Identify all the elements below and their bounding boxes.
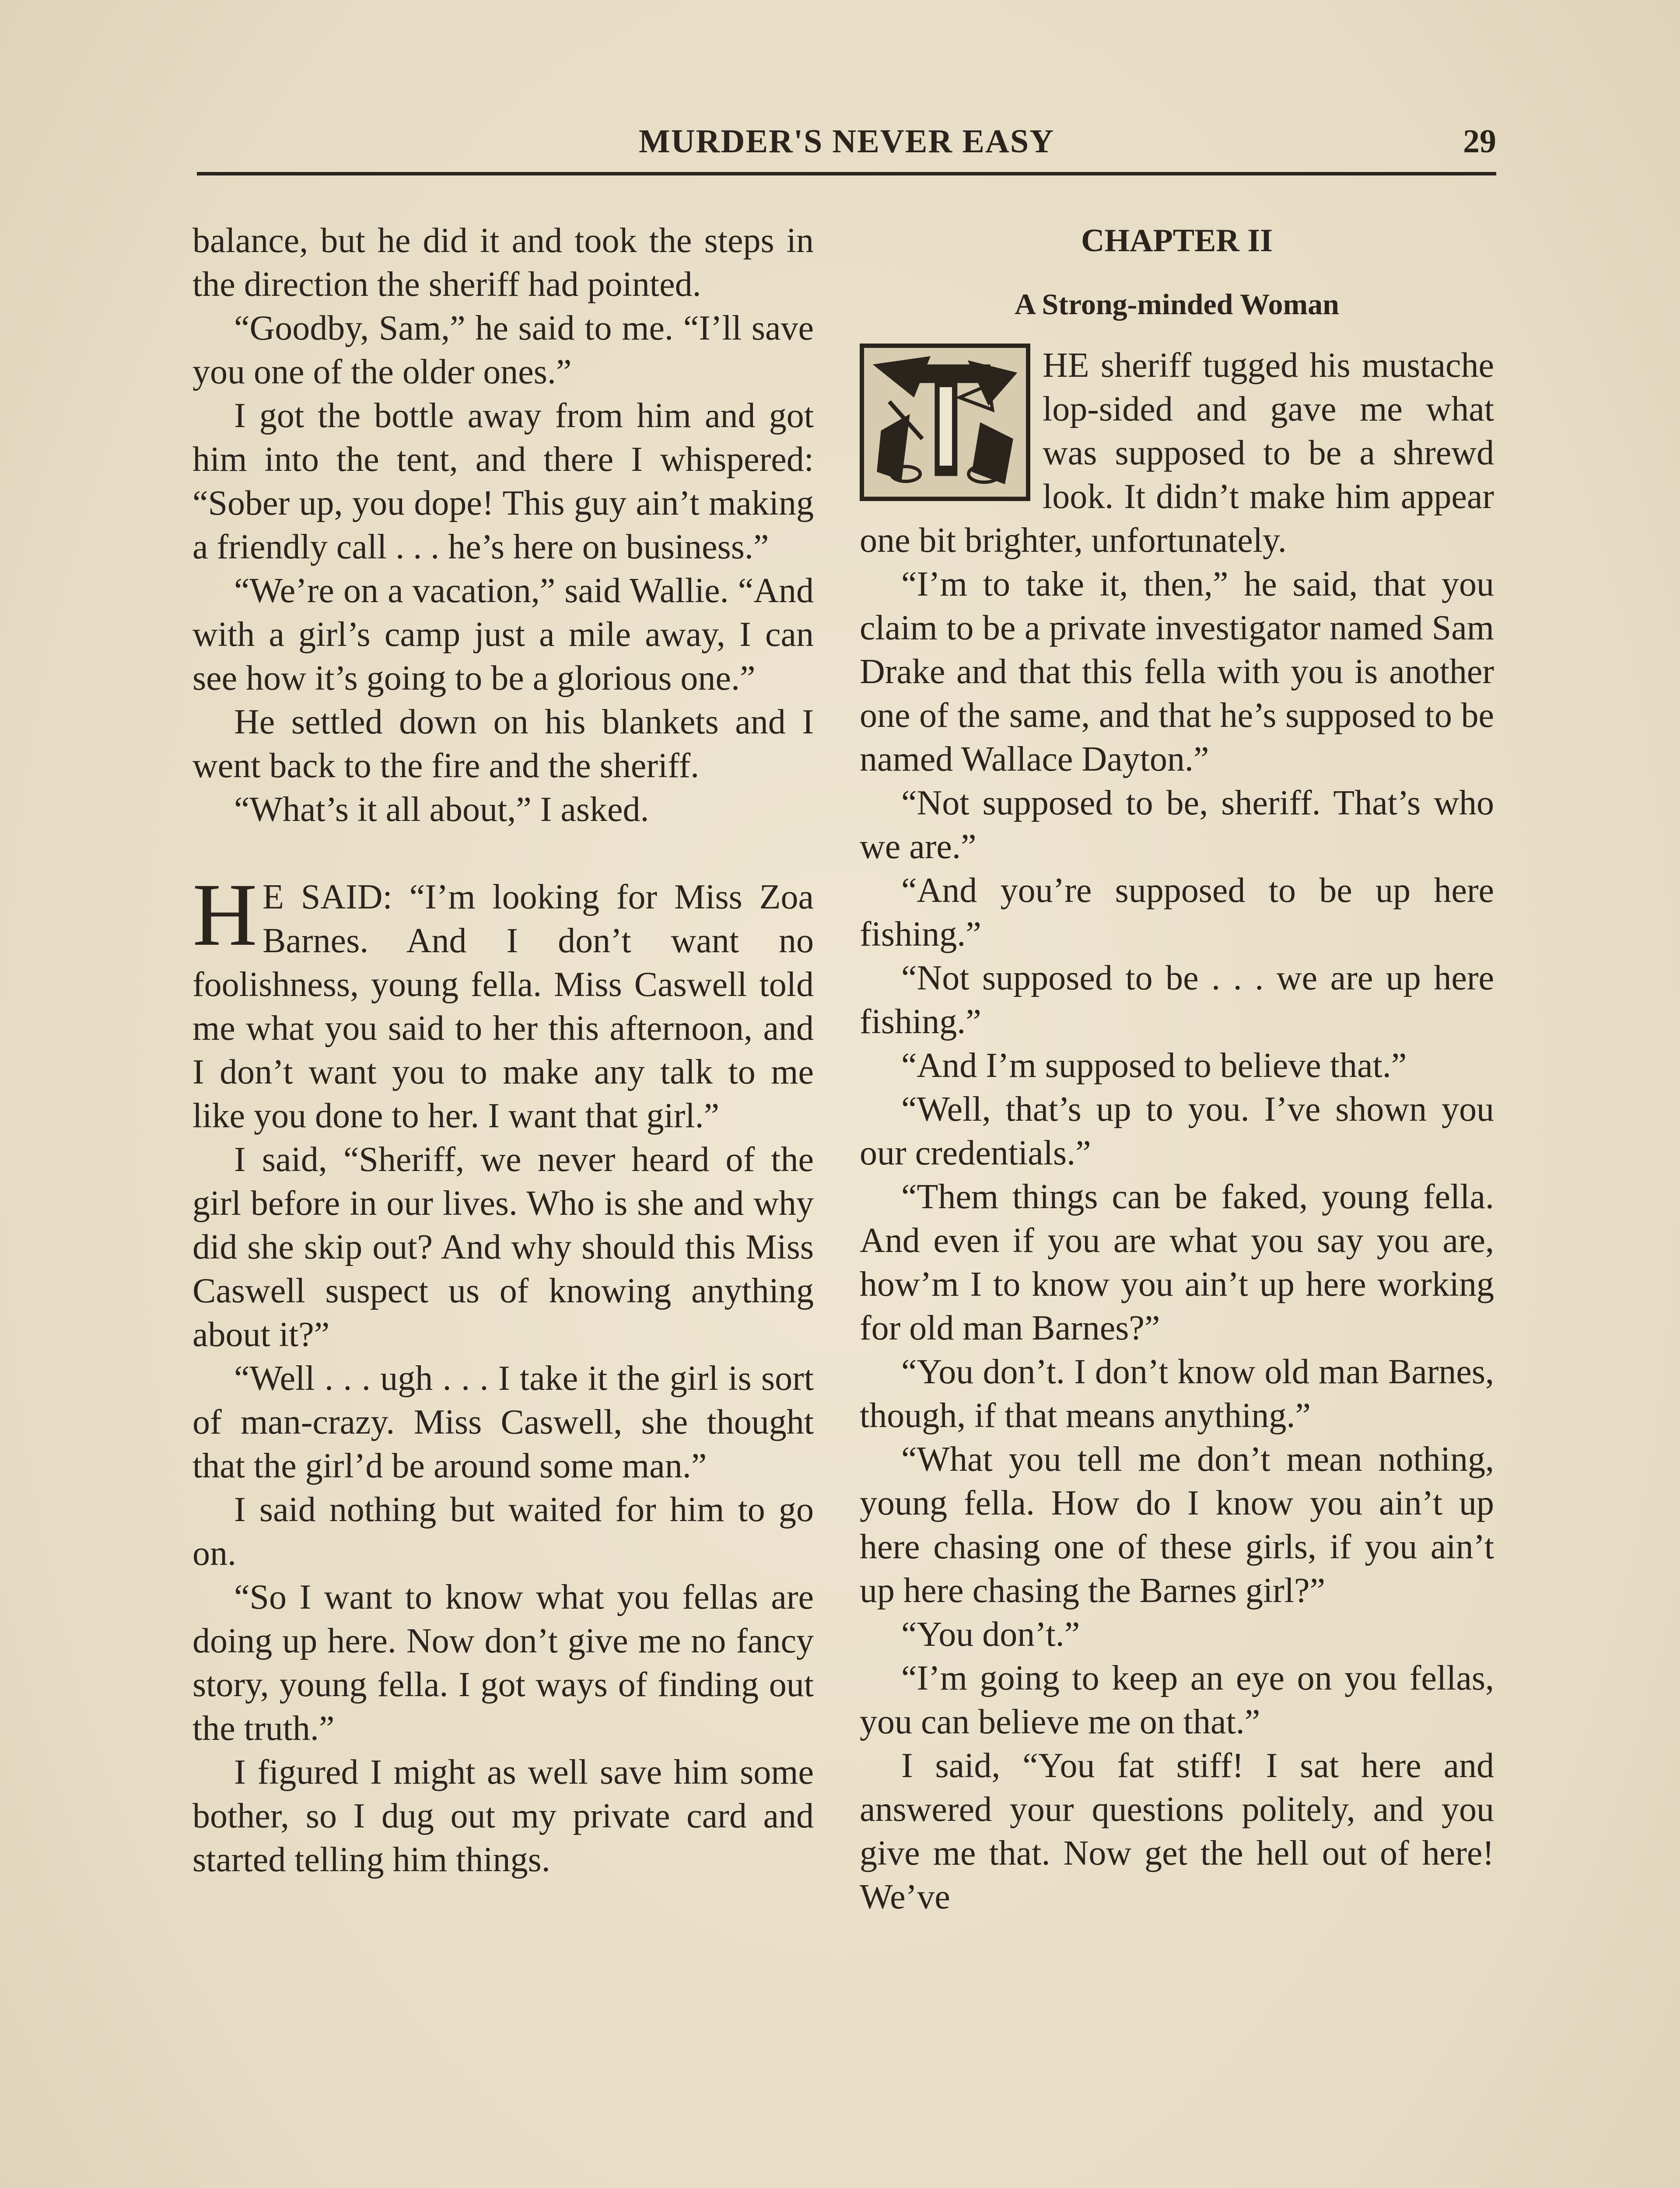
- section-opening-paragraph: [192, 865, 814, 1138]
- right-column: [860, 219, 1494, 1919]
- paragraph: “I’m going to keep an eye on you fellas, you can believe me on that.”: [860, 1659, 1494, 1741]
- paragraph: “Well, that’s up to you. I’ve shown you our credentials.”: [860, 1090, 1494, 1172]
- paragraph: “Them things can be faked, young fella. And even if you are what you say you are, how’m I to know you ain’t up here working for old man Barnes?”: [860, 1178, 1494, 1347]
- paragraph: I said, “You fat stiff! I sat here and answered your questions politely, and you give me that. Now get the hell out of here! We’ve: [860, 1746, 1494, 1916]
- paragraph: “What’s it all about,” I asked.: [234, 790, 649, 829]
- paragraph: “We’re on a vacation,” said Wallie. “And with a girl’s camp just a mile away, I can see how it’s going to be a glorious one.”: [192, 572, 814, 698]
- chapter-opening-paragraph: [860, 344, 1494, 562]
- paragraph: “So I want to know what you fellas are doing up here. Now don’t give me no fancy story, young fella. I got ways of finding out the truth.”: [192, 1578, 814, 1748]
- paragraph: “Goodby, Sam,” he said to me. “I’ll save you one of the older ones.”: [192, 309, 814, 391]
- drop-cap-t-illustration: [864, 348, 1026, 497]
- paragraph: “And I’m supposed to believe that.”: [901, 1046, 1407, 1085]
- left-column: [192, 219, 814, 1882]
- paragraph: I said nothing but waited for him to go on.: [192, 1490, 814, 1573]
- chapter-heading: CHAPTER II: [1081, 223, 1273, 259]
- paragraph: “Not supposed to be . . . we are up here fishing.”: [860, 959, 1494, 1041]
- paragraph: “Not supposed to be, sheriff. That’s who we are.”: [860, 784, 1494, 866]
- chapter-opening-text: HE sheriff tugged his mustache lop-sided and gave me what was supposed to be a shrewd look. It didn’t make him appear one bit brighter, unfortunately.: [860, 346, 1494, 560]
- paragraph: “You don’t. I don’t know old man Barnes, though, if that means anything.”: [860, 1353, 1494, 1435]
- paragraph: “You don’t.”: [901, 1615, 1080, 1654]
- page-number: 29: [1463, 123, 1496, 160]
- paragraph: He settled down on his blankets and I went back to the fire and the sheriff.: [192, 703, 814, 785]
- paragraph: “Well . . . ugh . . . I take it the girl is sort of man-crazy. Miss Caswell, she thought that the girl’d be around some man.”: [192, 1359, 814, 1485]
- section-drop-letter: H: [192, 865, 258, 964]
- section-opening-text: E SAID: “I’m looking for Miss Zoa Barnes. And I don’t want no foolishness, young fella. Miss Caswell told me what you said to her this afternoon, and I don’t want you to make any talk to me like you done to her. I want that girl.”: [192, 878, 814, 1135]
- running-head: [197, 118, 1496, 171]
- chapter-subtitle: A Strong-minded Woman: [1015, 288, 1339, 321]
- paragraph: I figured I might as well save him some bother, so I dug out my private card and started telling him things.: [192, 1753, 814, 1879]
- header-rule: [197, 172, 1496, 175]
- paragraph: “And you’re supposed to be up here fishing.”: [860, 871, 1494, 954]
- decorated-drop-cap-t-image: [860, 344, 1030, 501]
- section-break: [192, 831, 814, 875]
- running-title: MURDER'S NEVER EASY: [638, 123, 1055, 160]
- paragraph: I got the bottle away from him and got him into the tent, and there I whispered: “Sober up, you dope! This guy ain’t making a friendly call . . . he’s here on business.”: [192, 396, 814, 566]
- paragraph: balance, but he did it and took the steps in the direction the sheriff had pointed.: [192, 221, 814, 304]
- paragraph: I said, “Sheriff, we never heard of the girl before in our lives. Who is she and why did she skip out? And why should this Miss Caswell suspect us of knowing anything about it?”: [192, 1140, 814, 1354]
- paragraph: “I’m to take it, then,” he said, that you claim to be a private investigator named Sam Drake and that this fella with you is another one of the same, and that he’s supposed to be named Wallace Dayton.”: [860, 565, 1494, 778]
- paragraph: “What you tell me don’t mean nothing, young fella. How do I know you ain’t up here chasing one of these girls, if you ain’t up here chasing the Barnes girl?”: [860, 1440, 1494, 1610]
